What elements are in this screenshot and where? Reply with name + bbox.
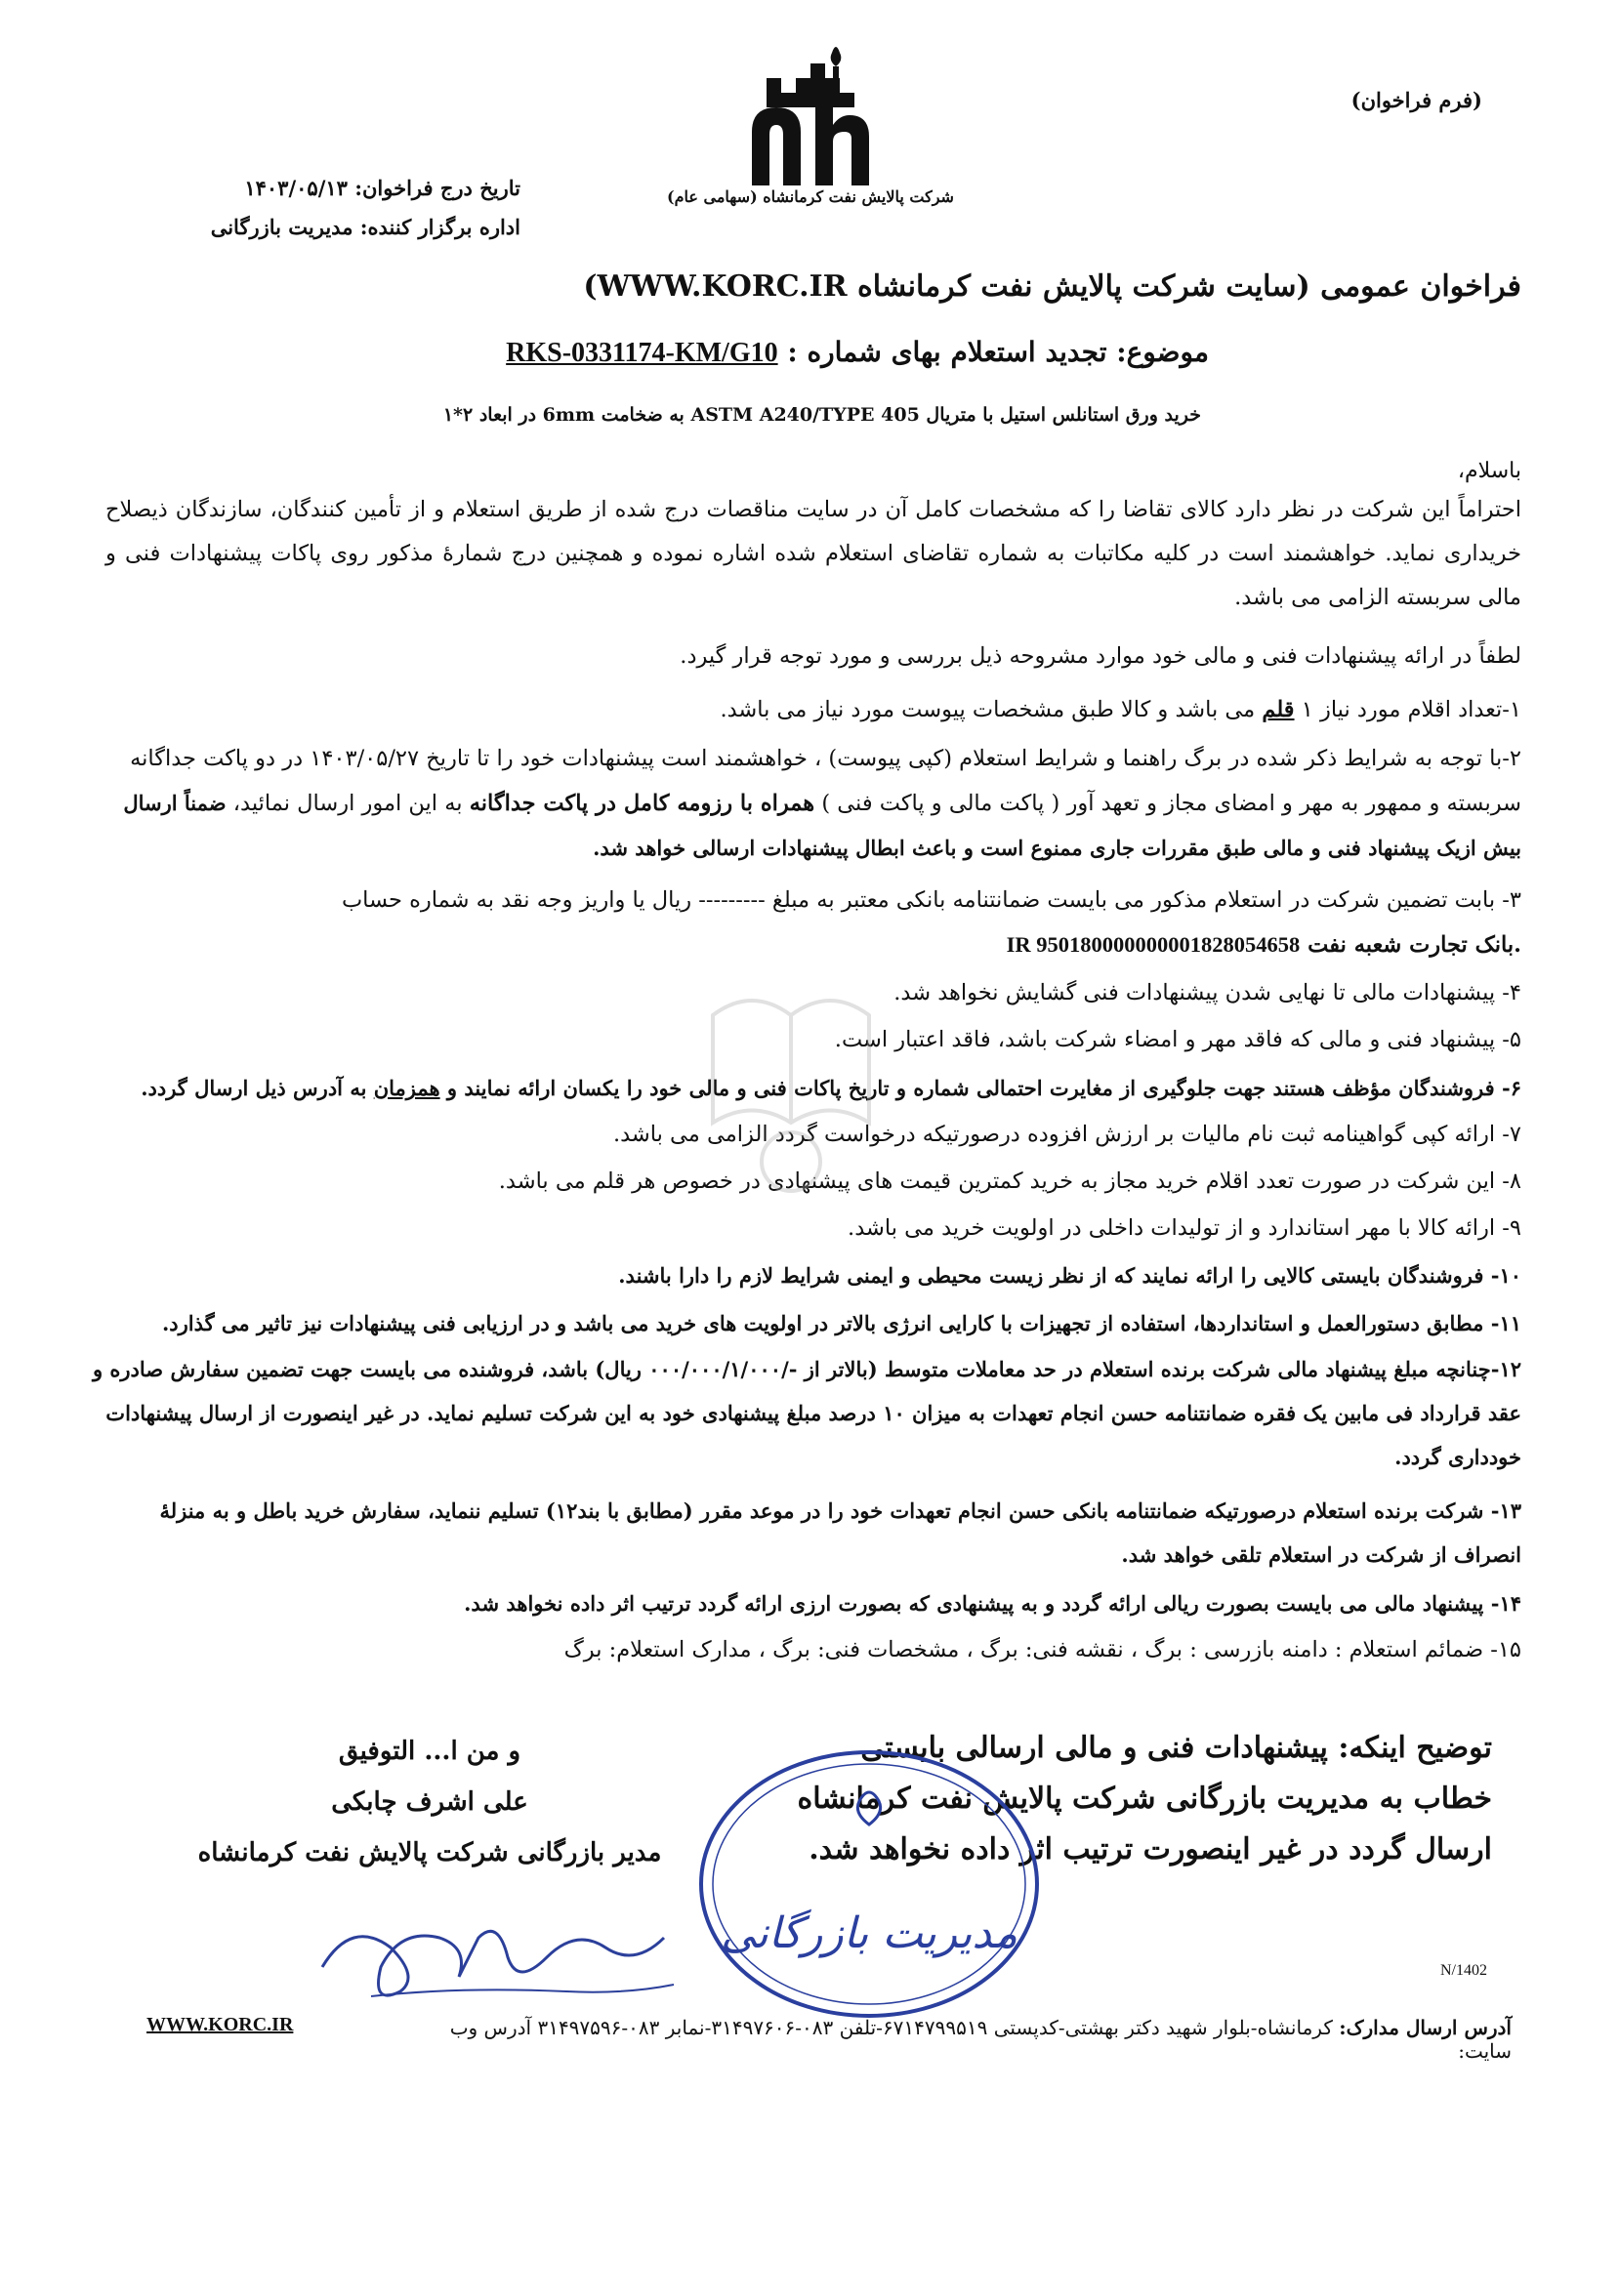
list-item-9: ۹- ارائه کالا با مهر استاندارد و از تولیدات داخلی در اولویت خرید می باشد. — [848, 1215, 1521, 1241]
list-item-14: ۱۴- پیشنهاد مالی می بایست بصورت ریالی ارائه گردد و به پیشنهادی که بصورت ارزی ارائه گردد ترتیب اثر داده نخواهد شد. — [464, 1591, 1521, 1616]
signer-name: علی اشرف چابکی — [331, 1787, 528, 1817]
signer-title: مدیر بازرگانی شرکت پالایش نفت کرمانشاه — [197, 1838, 662, 1867]
list-item-2: ۲-با توجه به شرایط ذکر شده در برگ راهنما و شرایط استعلام (کپی پیوست) ، خواهشمند است پیشنهادات خود را تا تاریخ ۱۴۰۳/۰۵/۲۷ در دو پاکت جداگانه سربسته و ممهور به مهر و امضای مجاز و تعهد آور ( پاکت مالی و پاکت فنی ) همراه با رزومه کامل در پاکت جداگانه به این امور ارسال نمائید، ضمناً ارسال بیش ازیک پیشنهاد فنی و مالی طبق مقررات جاری ممنوع است و باعث ابطال پیشنهادات ارسالی خواهد شد. — [123, 746, 1521, 860]
closing-phrase: و من ا... التوفیق — [338, 1737, 521, 1766]
watermark-graphic — [625, 976, 957, 1220]
list-item-15: ۱۵- ضمائم استعلام : دامنه بازرسی : برگ ، نقشه فنی: برگ ، مشخصات فنی: برگ ، مدارک استعلام: برگ — [563, 1637, 1521, 1662]
list-item-1: ۱-تعداد اقلام مورد نیاز ۱ قلم می باشد و کالا طبق مشخصات پیوست مورد نیاز می باشد. — [720, 697, 1521, 722]
company-caption: شرکت پالایش نفت کرمانشاه (سهامی عام) — [667, 187, 954, 206]
signature-block — [176, 1726, 684, 1878]
form-label: (فرم فراخوان) — [1350, 88, 1482, 112]
company-logo — [723, 39, 898, 205]
submission-note: توضیح اینکه: پیشنهادات فنی و مالی ارسالی بایستی خطاب به مدیریت بازرگانی شرکت پالایش نفت کرمانشاه ارسال گردد در غیر اینصورت ترتیب اثر داده نخواهد شد. — [797, 1731, 1492, 1866]
list-item-3: ۳- بابت تضمین شرکت در استعلام مذکور می بایست ضمانتنامه بانکی معتبر به مبلغ --------- ریال یا واریز وجه نقد به شماره حساب IR 950180000000001828054658 بانک تجارت شعبه نفت. — [341, 887, 1521, 958]
list-item-12: ۱۲-چنانچه مبلغ پیشنهاد مالی شرکت برنده استعلام در حد معاملات متوسط (بالاتر از -/۰۰۰/۰۰۰/۱/۰۰۰ ریال) باشد، فروشنده می بایست جهت تضمین سفارش صادره و عقد قرارداد فی مابین یک فقره ضمانتنامه حسن انجام تعهدات به میزان ۱۰ درصد مبلغ پیشنهادی خود به این شرکت تسلیم نماید. در غیر اینصورت از ارسال پیشنهادات خودداری گردد. — [92, 1357, 1521, 1469]
subject-prefix: موضوع: تجدید استعلام بهای شماره : — [787, 336, 1209, 368]
greeting: باسلام، — [1457, 459, 1521, 483]
list-item-10: ۱۰- فروشندگان بایستی کالایی را ارائه نمایند که از نظر زیست محیطی و ایمنی شرایط لازم را دارا باشند. — [618, 1263, 1521, 1288]
website-link[interactable]: WWW.KORC.IR — [146, 2014, 294, 2035]
purchase-description: خرید ورق استانلس استیل با متریال ASTM A240/TYPE 405 به ضخامت 6mm در ابعاد ۲*۱ — [442, 404, 1201, 426]
handwritten-signature — [312, 1899, 684, 2016]
organizing-department: اداره برگزار کننده: مدیریت بازرگانی — [210, 215, 520, 239]
list-item-7: ۷- ارائه کپی گواهینامه ثبت نام مالیات بر ارزش افزوده درصورتیکه درخواست گردد الزامی می باشد. — [612, 1122, 1521, 1147]
main-title: فراخوان عمومی (سایت شرکت پالایش نفت کرمانشاه WWW.KORC.IR) — [583, 269, 1521, 304]
list-item-13: ۱۳- شرکت برنده استعلام درصورتیکه ضمانتنامه بانکی حسن انجام تعهدات خود را در موعد مقرر (مطابق با بند۱۲) تسلیم ننماید، سفارش خرید باطل و به منزلهٔ انصراف از شرکت در استعلام تلقی خواهد شد. — [159, 1498, 1521, 1567]
list-item-8: ۸- این شرکت در صورت تعدد اقلام خرید مجاز به خرید کمترین قیمت های پیشنهادی در خصوص هر قلم می باشد. — [498, 1168, 1521, 1194]
bank-account-iban: IR 950180000000001828054658 — [1006, 932, 1301, 957]
list-item-11: ۱۱- مطابق دستورالعمل و استانداردها، استفاده از تجهیزات با کارایی انرژی بالاتر در اولویت های خرید می باشد و در ارزیابی فنی پیشنهادات نیز تاثیر می گذارد. — [161, 1311, 1521, 1335]
subject-code: RKS-0331174-KM/G10 — [506, 338, 778, 368]
footer-address: آدرس ارسال مدارک: کرمانشاه-بلوار شهید دکتر بهشتی-کدپستی ۶۷۱۴۷۹۹۵۱۹-تلفن ۰۸۳-۳۱۴۹۷۶۰۶-نمابر ۰۸۳-۳۱۴۹۷۵۹۶ آدرس وب سایت: — [449, 2016, 1512, 2063]
subject-line — [135, 336, 1209, 369]
list-item-5: ۵- پیشنهاد فنی و مالی که فاقد مهر و امضاء شرکت باشد، فاقد اعتبار است. — [834, 1027, 1521, 1052]
list-item-6: ۶- فروشندگان مؤظف هستند جهت جلوگیری از مغایرت احتمالی شماره و تاریخ پاکات فنی و مالی خود را یکسان ارائه نمایند و همزمان به آدرس ذیل ارسال گردد. — [141, 1076, 1521, 1100]
official-stamp — [693, 1742, 1045, 2026]
intro-paragraph: احتراماً این شرکت در نظر دارد کالای تقاضا را که مشخصات کامل آن در سایت مناقصات درج شده از طریق استعلام و از تأمین کنندگان، سازندگان ذیصلاح خریداری نماید. خواهشمند است در کلیه مکاتبات به شماره تقاضای استعلام شده اشاره نموده و همچنین درج شمارهٔ مذکور روی پاکات پیشنهادات فنی و مالی سربسته الزامی می باشد. — [105, 497, 1521, 610]
announcement-date: تاریخ درج فراخوان: ۱۴۰۳/۰۵/۱۳ — [244, 176, 520, 200]
reference-number: N/1402 — [1440, 1962, 1487, 1979]
stamp-text: مدیریت بازرگانی — [720, 1908, 1018, 1958]
list-item-4: ۴- پیشنهادات مالی تا نهایی شدن پیشنهادات فنی گشایش نخواهد شد. — [893, 980, 1521, 1005]
intro-paragraph-2: لطفاً در ارائه پیشنهادات فنی و مالی خود موارد مشروحه ذیل بررسی و مورد توجه قرار گیرد. — [680, 643, 1521, 669]
